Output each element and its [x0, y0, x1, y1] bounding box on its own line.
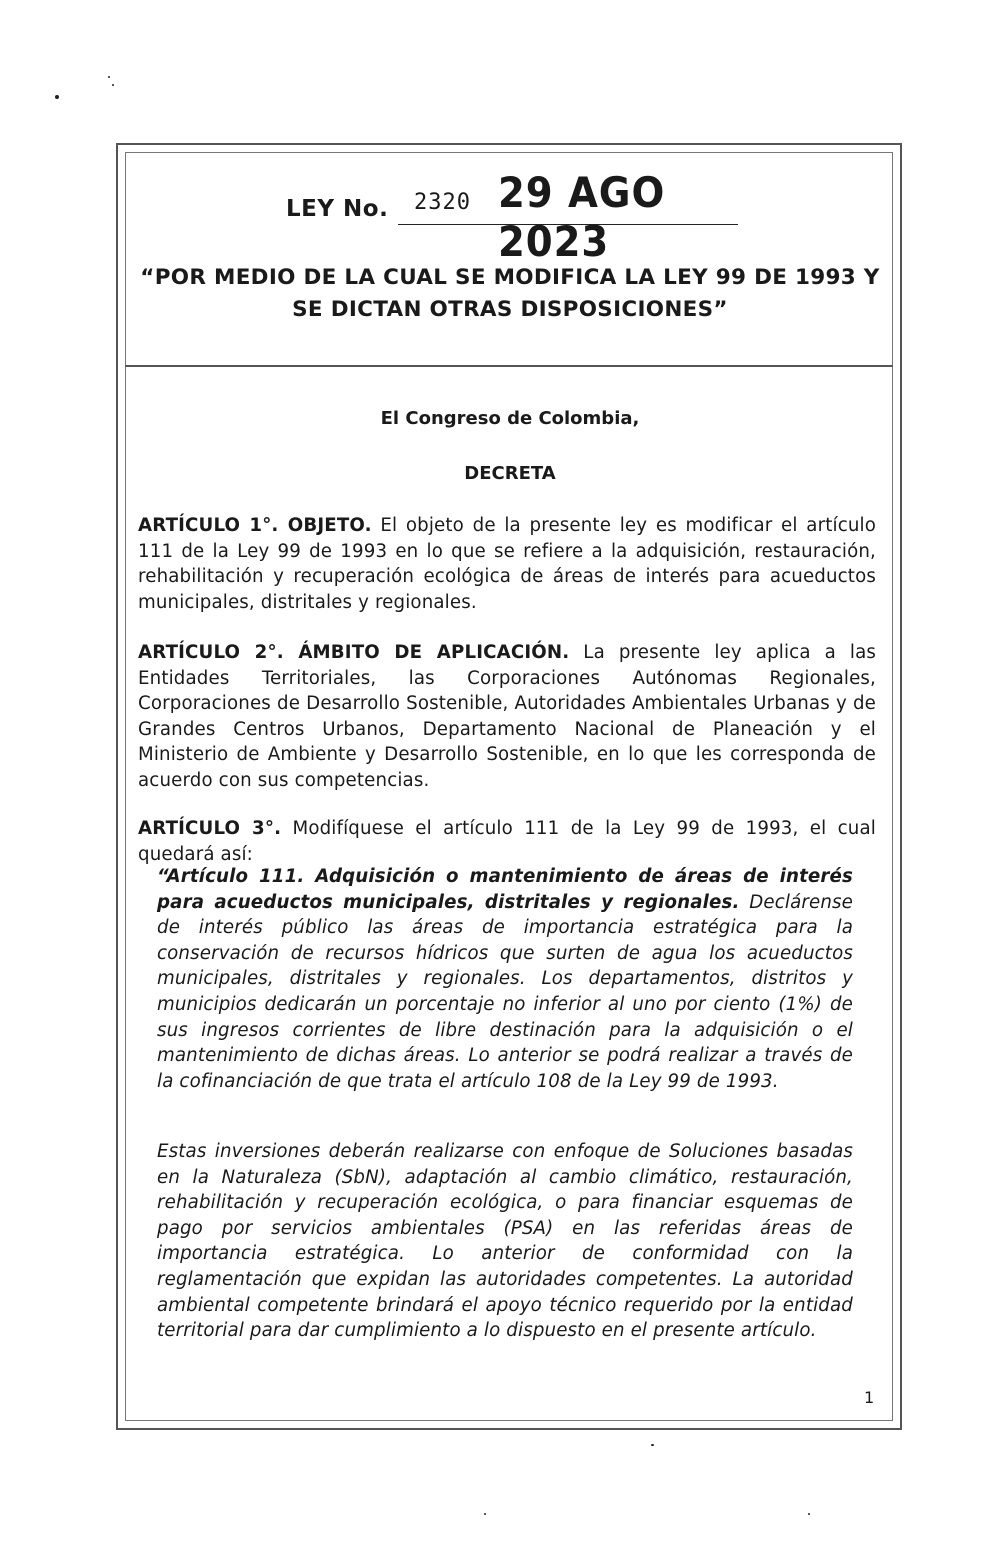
scan-speck — [808, 1513, 810, 1515]
law-label: LEY No. — [286, 196, 389, 222]
quoted-article-111 — [157, 864, 853, 1094]
header-separator — [125, 365, 893, 367]
article-1 — [138, 513, 876, 615]
quoted-article-text: Declárense de interés público las áreas de importancia estratégica para la conservación de recursos hídricos que surten de agua los acueductos municipales, distritales y regionales. Los departamentos, distritos y municipios dedicarán un porcentaje no inferior al uno por ciento (1%) de sus ingresos corrientes de libre destinación para la adquisición o el mantenimiento de dichas áreas. Lo anterior se podrá realizar a través de la cofinanciación de que trata el artículo 108 de la Ley 99 de 1993. — [157, 891, 854, 1092]
scan-speck — [108, 76, 110, 78]
issuer: El Congreso de Colombia, — [380, 408, 640, 429]
scan-speck — [651, 1444, 654, 1446]
law-number-line — [286, 168, 786, 266]
article-3 — [138, 816, 876, 867]
law-number: 2320 — [414, 190, 471, 215]
article-1-text: El objeto de la presente ley es modificar el artículo 111 de la Ley 99 de 1993 en lo que se refiere a la adquisición, restauración, rehabilitación y recuperación ecológica de áreas de interés para acueductos municipales, distritales y regionales. — [138, 515, 876, 613]
page-number: 1 — [864, 1388, 875, 1407]
law-title: “POR MEDIO DE LA CUAL SE MODIFICA LA LEY 99 DE 1993 Y SE DICTAN OTRAS DISPOSICIONES” — [140, 265, 880, 322]
scan-speck — [484, 1513, 486, 1515]
article-1-heading: ARTÍCULO 1°. OBJETO. — [138, 515, 372, 536]
quoted-article-paragraph-2: Estas inversiones deberán realizarse con enfoque de Soluciones basadas en la Naturaleza (SbN), adaptación al cambio climático, restauración, rehabilitación y recuperación ecológica, o para financiar esquemas de pago por servicios ambientales (PSA) en las referidas áreas de importancia estratégica. Lo anterior de conformidad con la reglamentación que expidan las autoridades competentes. La autoridad ambiental competente brindará el apoyo técnico requerido por la entidad territorial para dar cumplimiento a lo dispuesto en el presente artículo. — [157, 1141, 853, 1342]
scan-speck — [112, 84, 114, 86]
law-date-stamp: 29 AGO 2023 — [498, 168, 666, 266]
scan-speck — [55, 95, 59, 99]
article-2-heading: ARTÍCULO 2°. ÁMBITO DE APLICACIÓN. — [138, 642, 570, 663]
decree-heading: DECRETA — [464, 463, 556, 484]
quoted-article-heading: “Artículo 111. Adquisición o mantenimiento de áreas de interés para acueductos municipales, distritales y regionales. — [157, 866, 853, 913]
article-3-heading: ARTÍCULO 3°. — [138, 818, 282, 839]
article-3-text: Modifíquese el artículo 111 de la Ley 99 de 1993, el cual quedará así: — [138, 818, 876, 865]
article-2 — [138, 640, 876, 794]
article-2-text: La presente ley aplica a las Entidades Territoriales, las Corporaciones Autónomas Regionales, Corporaciones de Desarrollo Sostenible, Autoridades Ambientales Urbanas y de Grandes Centros Urbanos, Departamento Nacional de Planeación y el Ministerio de Ambiente y Desarrollo Sostenible, en lo que les corresponda de acuerdo con sus competencias. — [138, 642, 876, 791]
